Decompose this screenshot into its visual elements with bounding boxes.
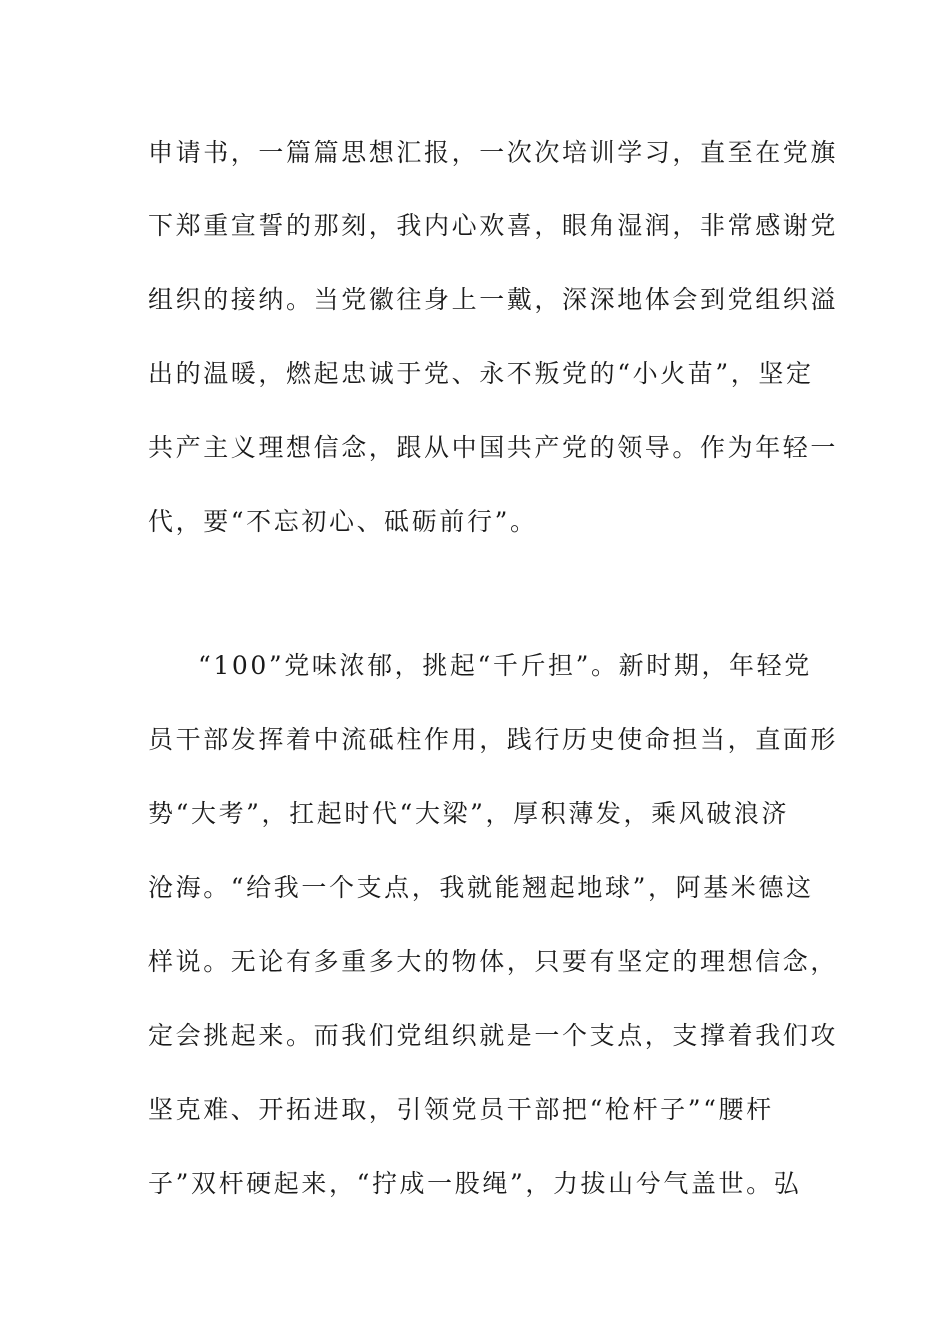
text-line: 样说。无论有多重多大的物体，只要有坚定的理想信念， [148, 947, 839, 976]
text-line: 势“大考”，扛起时代“大梁”，厚积薄发，乘风破浪济 [148, 799, 790, 828]
text-line: 沧海。“给我一个支点，我就能翘起地球”，阿基米德这 [148, 873, 814, 902]
text-line: 子”双杆硬起来，“拧成一股绳”，力拔山兮气盖世。弘 [148, 1169, 802, 1198]
text-line: 下郑重宣誓的那刻，我内心欢喜，眼角湿润，非常感谢党 [148, 211, 839, 240]
text-line: 坚克难、开拓进取，引领党员干部把“枪杆子”“腰杆 [148, 1095, 774, 1124]
text-line: “100”党味浓郁，挑起“千斤担”。新时期，年轻党 [198, 651, 812, 680]
text-line: 申请书，一篇篇思想汇报，一次次培训学习，直至在党旗 [148, 138, 839, 167]
text-line: 员干部发挥着中流砥柱作用，践行历史使命担当，直面形 [148, 725, 839, 754]
text-line: 共产主义理想信念，跟从中国共产党的领导。作为年轻一 [148, 433, 839, 462]
text-line: 定会挑起来。而我们党组织就是一个支点，支撑着我们攻 [148, 1021, 839, 1050]
text-line: 组织的接纳。当党徽往身上一戴，深深地体会到党组织溢 [148, 285, 839, 314]
text-line: 出的温暖，燃起忠诚于党、永不叛党的“小火苗”，坚定 [148, 359, 814, 388]
text-line: 代，要“不忘初心、砥砺前行”。 [148, 507, 538, 536]
